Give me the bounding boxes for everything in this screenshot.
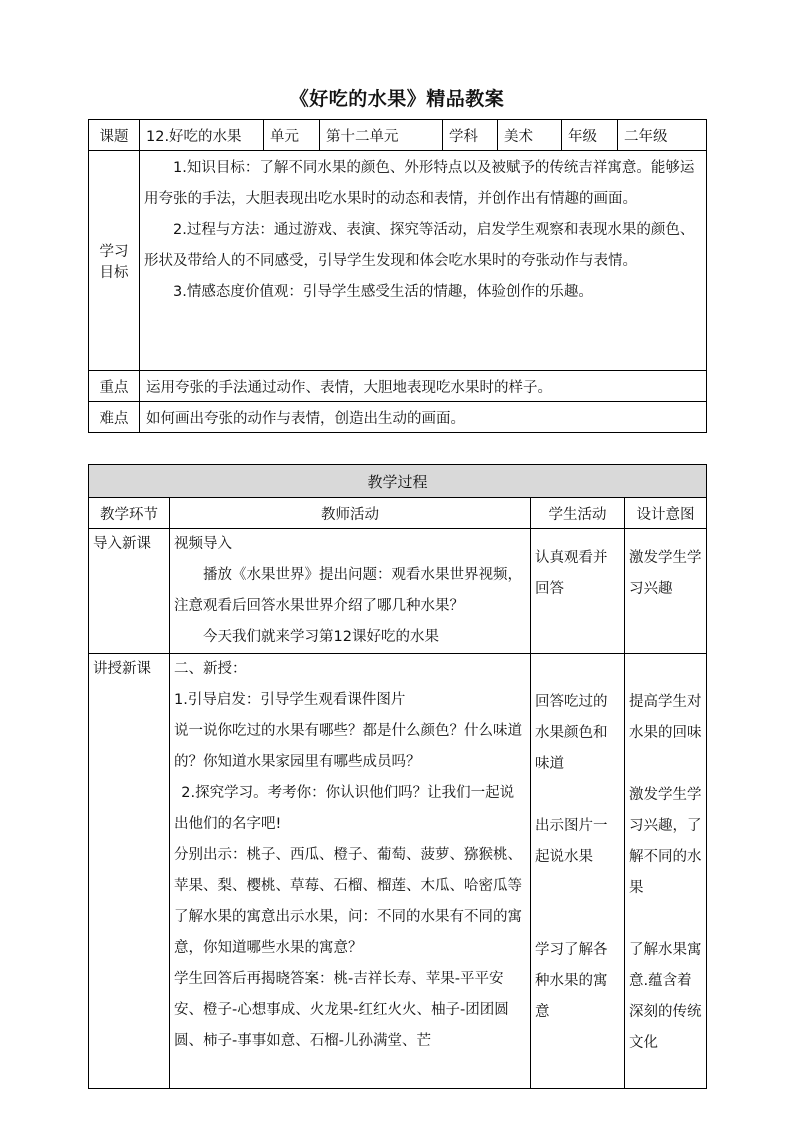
teacher-new-line: 1.引导启发：引导学生观看课件图片	[174, 692, 406, 708]
col-teacher: 教师活动	[170, 498, 531, 529]
stage-new: 讲授新课	[89, 654, 170, 1089]
process-header: 教学过程	[89, 465, 707, 498]
subject-value: 美术	[498, 120, 562, 151]
teacher-new-line: 了解水果的寓意出示水果，问：不同的水果有不同的寓意，你知道哪些水果的寓意？	[174, 909, 522, 956]
objectives-content	[140, 151, 707, 371]
objectives-label-line1: 学习	[99, 243, 129, 260]
subject-label: 学科	[443, 120, 498, 151]
info-table	[88, 119, 707, 433]
teacher-new	[170, 654, 531, 1089]
teacher-new-line: 分别出示：桃子、西瓜、橙子、葡萄、菠萝、猕猴桃、苹果、梨、樱桃、草莓、石榴、榴莲、木瓜、哈密瓜等	[174, 847, 522, 894]
intent-intro	[625, 529, 707, 654]
key-point-label: 重点	[89, 371, 140, 402]
unit-value: 第十二单元	[320, 120, 443, 151]
objectives-label-line2: 目标	[99, 264, 129, 281]
intent-new	[625, 654, 707, 1089]
student-new	[531, 654, 625, 1089]
grade-value: 二年级	[618, 120, 707, 151]
teacher-intro-line: 今天我们就来学习第12课好吃的水果	[203, 629, 439, 645]
teacher-new-line: 二、新授：	[174, 661, 247, 677]
student-new-text: 学习了解各种水果的寓意	[535, 942, 608, 1020]
difficulty-label: 难点	[89, 402, 140, 433]
stage-intro: 导入新课	[89, 529, 170, 654]
col-stage: 教学环节	[89, 498, 170, 529]
page-title: 《好吃的水果》精品教案	[289, 88, 505, 110]
intent-new-text: 提高学生对水果的回味	[629, 694, 702, 741]
teacher-new-line: 2.探究学习。考考你：你认识他们吗？让我们一起说出他们的名字吧!	[174, 785, 515, 832]
teacher-intro	[170, 529, 531, 654]
intent-new-text: 激发学生学习兴趣，了解不同的水果	[629, 787, 702, 896]
course-label: 课题	[89, 120, 140, 151]
teacher-new-line: 学生回答后再揭晓答案：桃-吉祥长寿、苹果-平平安安、橙子-心想事成、火龙果-红红火火、柚子-团团圆圆、柿子-事事如意、石榴-儿孙满堂、芒	[174, 971, 509, 1049]
objectives-label	[89, 151, 140, 371]
objective-process: 2.过程与方法：通过游戏、表演、探究等活动，启发学生观察和表现水果的颜色、形状及带给人的不同感受，引导学生发现和体会吃水果时的夸张动作与表情。	[144, 222, 695, 269]
process-table	[88, 464, 707, 1089]
student-new-text: 回答吃过的水果颜色和味道	[535, 694, 608, 772]
col-student: 学生活动	[531, 498, 625, 529]
teacher-new-line: 说一说你吃过的水果有哪些？都是什么颜色？什么味道的？你知道水果家园里有哪些成员吗？	[174, 723, 522, 770]
student-intro	[531, 529, 625, 654]
col-intent: 设计意图	[625, 498, 707, 529]
objective-knowledge: 1.知识目标：了解不同水果的颜色、外形特点以及被赋予的传统吉祥寓意。能够运用夸张的手法，大胆表现出吃水果时的动态和表情，并创作出有情趣的画面。	[144, 160, 695, 207]
teacher-intro-line: 播放《水果世界》提出问题：观看水果世界视频，注意观看后回答水果世界介绍了哪几种水果？	[174, 567, 522, 614]
grade-label: 年级	[562, 120, 618, 151]
unit-label: 单元	[264, 120, 320, 151]
teacher-intro-line: 视频导入	[174, 536, 232, 552]
intent-new-text: 了解水果寓意.蕴含着深刻的传统文化	[629, 942, 702, 1051]
student-intro-text: 认真观看并回答	[535, 550, 608, 597]
objective-emotion: 3.情感态度价值观：引导学生感受生活的情趣，体验创作的乐趣。	[173, 284, 593, 300]
course-value: 12.好吃的水果	[140, 120, 264, 151]
student-new-text: 出示图片一起说水果	[535, 818, 608, 865]
difficulty-text: 如何画出夸张的动作与表情，创造出生动的画面。	[140, 402, 707, 433]
key-point-text: 运用夸张的手法通过动作、表情，大胆地表现吃水果时的样子。	[140, 371, 707, 402]
intent-intro-text: 激发学生学习兴趣	[629, 550, 702, 597]
